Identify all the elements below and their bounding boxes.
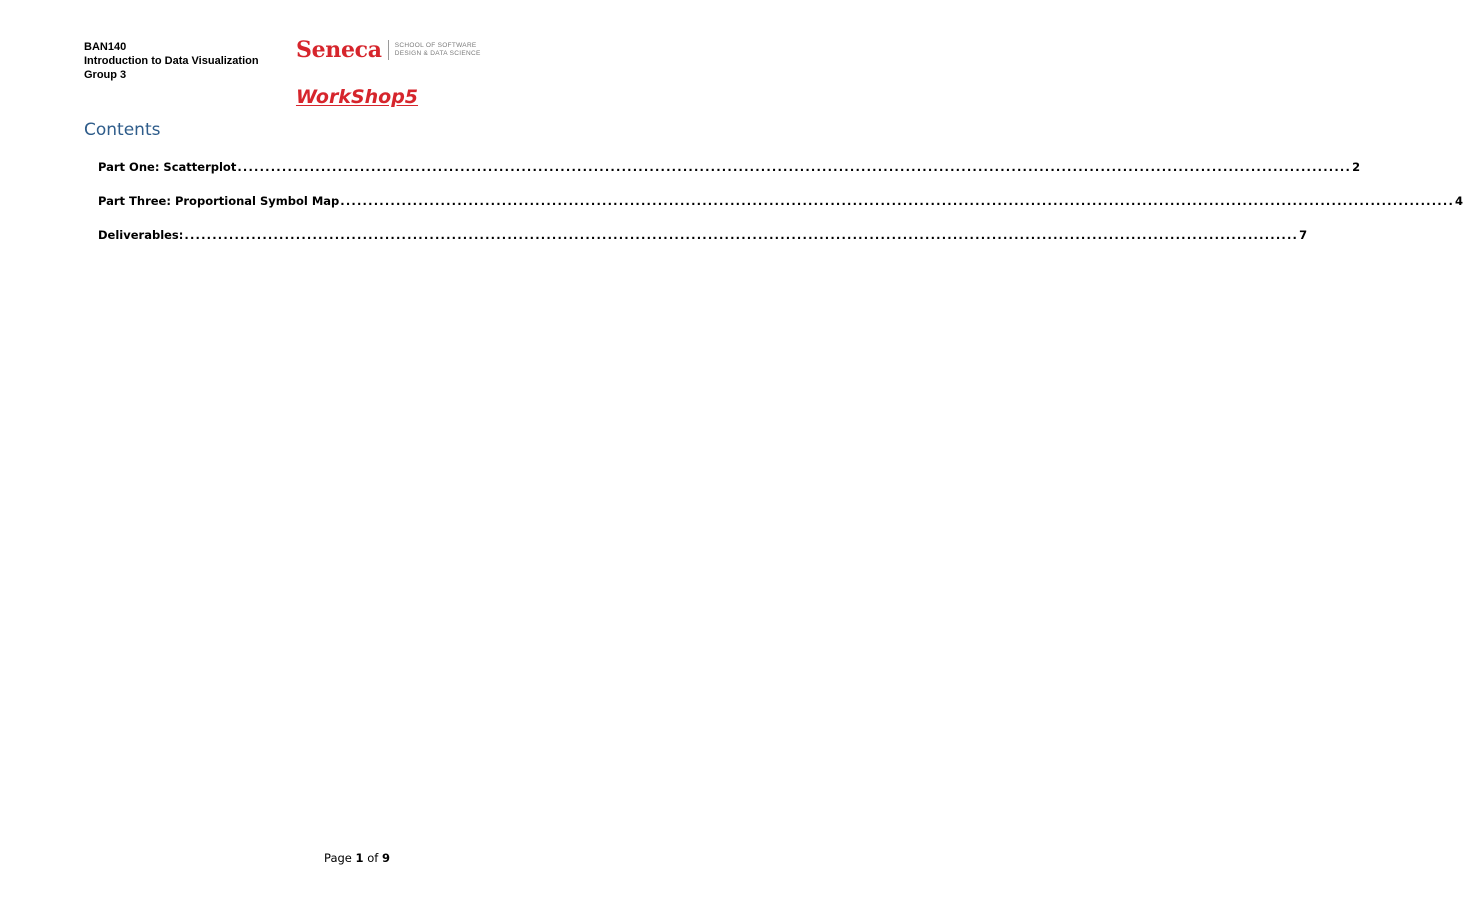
toc-leader-dots: ........................................................................................................................................................................................................: [340, 194, 1455, 208]
contents-heading: Contents: [84, 120, 161, 140]
seneca-logo: [296, 38, 481, 62]
toc-entry-label: Part One: Scatterplot: [98, 160, 237, 174]
toc-entry-page: 2: [1352, 160, 1361, 174]
group-label: Group 3: [84, 69, 127, 81]
logo-tagline: [395, 42, 481, 58]
logo-tagline-line1: SCHOOL OF SOFTWARE: [394, 42, 477, 49]
toc-entry-part-three[interactable]: [98, 194, 1463, 210]
course-name: Introduction to Data Visualization: [84, 55, 259, 67]
footer-of-word: of: [367, 851, 379, 865]
document-title: WorkShop5: [295, 86, 419, 108]
table-of-contents: [98, 160, 1463, 262]
footer-current-page: 1: [355, 851, 364, 865]
toc-entry-label: Part Three: Proportional Symbol Map: [98, 194, 340, 208]
toc-leader-dots: ........................................................................................................................................................................................................: [184, 228, 1299, 242]
logo-tagline-line2: DESIGN & DATA SCIENCE: [394, 50, 481, 57]
toc-entry-part-one[interactable]: [98, 160, 1361, 176]
toc-entry-deliverables[interactable]: [98, 228, 1308, 244]
footer-total-pages: 9: [381, 851, 390, 865]
toc-entry-page: 7: [1299, 228, 1308, 242]
footer-page-word: Page: [324, 851, 352, 865]
course-code: BAN140: [84, 41, 127, 53]
toc-entry-label: Deliverables:: [98, 228, 184, 242]
toc-leader-dots: ........................................................................................................................................................................................................: [237, 160, 1352, 174]
logo-divider: [388, 40, 389, 60]
page-footer: [0, 851, 714, 865]
toc-entry-page: 4: [1455, 194, 1463, 208]
logo-wordmark: Seneca: [296, 37, 382, 63]
document-header: [84, 40, 259, 82]
